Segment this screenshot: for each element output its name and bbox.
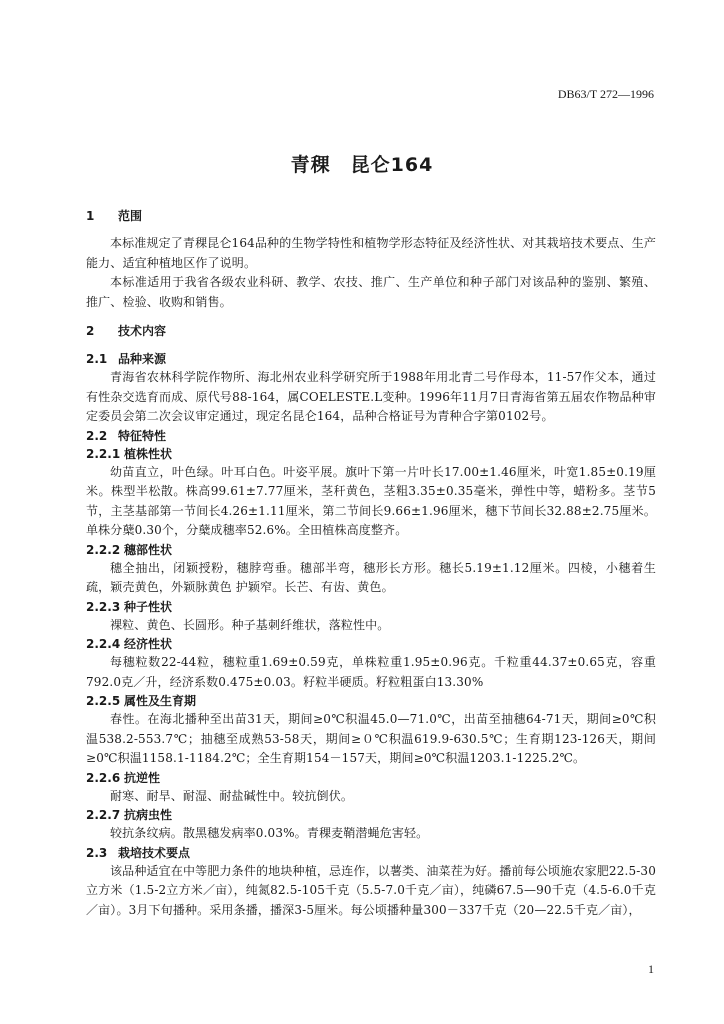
- scope-paragraph-1: 本标准规定了青稞昆仑164品种的生物学特性和植物学形态特征及经济性状、对其栽培技术要点、生产能力、适宜种植地区作了说明。: [86, 236, 656, 270]
- title-crop: 青稞: [290, 154, 331, 176]
- variety-origin-paragraph: 青海省农林科学院作物所、海北州农业科学研究所于1988年用北青二号作母本，11-57作父本，通过有性杂交选育而成、原代号88-164，属COELESTE.L变种。1996年11月7日青海省第五届农作物品种审定委员会第二次会议审定通过，现定名昆仑164，品种合格证号为青种合字第0102号。: [86, 370, 656, 423]
- section-number: 2.2: [86, 428, 108, 443]
- section-title: 种子性状: [124, 599, 173, 614]
- section-2-2-4-heading: [86, 635, 656, 653]
- plant-traits-paragraph: 幼苗直立，叶色绿。叶耳白色。叶姿平展。旗叶下第一片叶长17.00±1.46厘米，叶宽1.85±0.19厘米。株型半松散。株高99.61±7.77厘米，茎秆黄色，茎粗3.35±0.35毫米，弹性中等，蜡粉多。茎节5节，主茎基部第一节间长4.26±1.11厘米，第二节间长9.66±1.96厘米，穗下节间长32.88±2.75厘米。单株分蘖0.30个，分蘖成穗率52.6%。全田植株高度整齐。: [86, 464, 656, 537]
- section-title: 抗逆性: [124, 770, 161, 785]
- pest-resistance-paragraph: 较抗条纹病。散黑穗发病率0.03%。青稞麦鞘潜蝇危害轻。: [110, 826, 429, 840]
- section-number: 2.2.1: [86, 446, 121, 461]
- section-number: 2.2.4: [86, 637, 121, 651]
- section-2-2-heading: [86, 427, 656, 445]
- section-2-3-heading: [86, 844, 656, 862]
- section-number: 1: [86, 209, 95, 223]
- economic-traits-paragraph: 每穗粒数22-44粒，穗粒重1.69±0.59克，单株粒重1.95±0.96克。千粒重44.37±0.65克，容重792.0克／升，经济系数0.475±0.03。籽粒半硬质。籽粒粗蛋白13.30%: [86, 655, 656, 689]
- document-title: [0, 150, 724, 177]
- section-title: 品种来源: [118, 352, 167, 366]
- section-title: 植株性状: [124, 446, 173, 461]
- cultivation-paragraph: 该品种适宜在中等肥力条件的地块种植，忌连作，以薯类、油菜茬为好。播前每公顷施农家肥22.5-30立方米（1.5-2立方米／亩），纯氮82.5-105千克（5.5-7.0千克／亩），纯磷67.5—90千克（4.5-6.0千克／亩）。3月下旬播种。采用条播，播深3-5厘米。每公顷播种量300－337千克（20—22.5千克／亩），: [86, 863, 656, 917]
- section-2-2-2-heading: [86, 541, 656, 559]
- scope-paragraph-2: 本标准适用于我省各级农业科研、教学、农技、推广、生产单位和种子部门对该品种的鉴别、繁殖、推广、检验、收购和销售。: [86, 275, 656, 309]
- section-2-1-heading: [86, 350, 656, 368]
- section-2-2-1-heading: [86, 445, 656, 463]
- section-number: 2.2.7: [86, 808, 121, 822]
- section-number: 2.1: [86, 352, 108, 366]
- section-title: 穗部性状: [124, 542, 173, 557]
- standard-code: DB63/T 272—1996: [557, 87, 654, 101]
- section-number: 2.2.6: [86, 770, 121, 785]
- section-title: 经济性状: [124, 637, 173, 651]
- section-number: 2: [86, 324, 95, 338]
- section-title: 栽培技术要点: [118, 845, 191, 860]
- stress-resistance-paragraph: 耐寒、耐旱、耐湿、耐盐碱性中。较抗倒伏。: [110, 788, 354, 803]
- title-variety: 昆仑164: [350, 154, 434, 176]
- section-title: 特征特性: [118, 428, 167, 443]
- section-2-2-5-heading: [86, 692, 656, 710]
- seed-traits-paragraph: 裸粒、黄色、长圆形。种子基刺纤维状，落粒性中。: [110, 617, 390, 632]
- page-number: 1: [648, 962, 654, 976]
- section-number: 2.3: [86, 845, 108, 860]
- document-body: [86, 206, 656, 920]
- section-title: 技术内容: [118, 324, 167, 338]
- section-title: 属性及生育期: [124, 694, 197, 708]
- section-2-2-3-heading: [86, 598, 656, 616]
- section-number: 2.2.2: [86, 542, 121, 557]
- section-number: 2.2.3: [86, 599, 121, 614]
- section-number: 2.2.5: [86, 694, 121, 708]
- section-title: 抗病虫性: [124, 808, 173, 822]
- section-title: 范围: [118, 209, 143, 223]
- spike-traits-paragraph: 穗全抽出，闭颖授粉，穗脖弯垂。穗部半弯，穗形长方形。穗长5.19±1.12厘米。四棱，小穗着生疏，颖壳黄色，外颖脉黄色 护颖窄。长芒、有齿、黄色。: [86, 560, 656, 594]
- section-2-heading: [86, 321, 656, 341]
- section-2-2-7-heading: [86, 806, 656, 824]
- growth-period-paragraph: 春性。在海北播种至出苗31天，期间≥0℃积温45.0—71.0℃，出苗至抽穗64-71天，期间≥0℃积温538.2-553.7℃；抽穗至成熟53-58天，期间≥０℃积温619.9-630.5℃；生育期123-126天，期间≥0℃积温1158.1-1184.2℃；全生育期154－157天，期间≥0℃积温1203.1-1225.2℃。: [86, 712, 656, 765]
- section-2-2-6-heading: [86, 769, 656, 787]
- section-1-heading: [86, 206, 656, 226]
